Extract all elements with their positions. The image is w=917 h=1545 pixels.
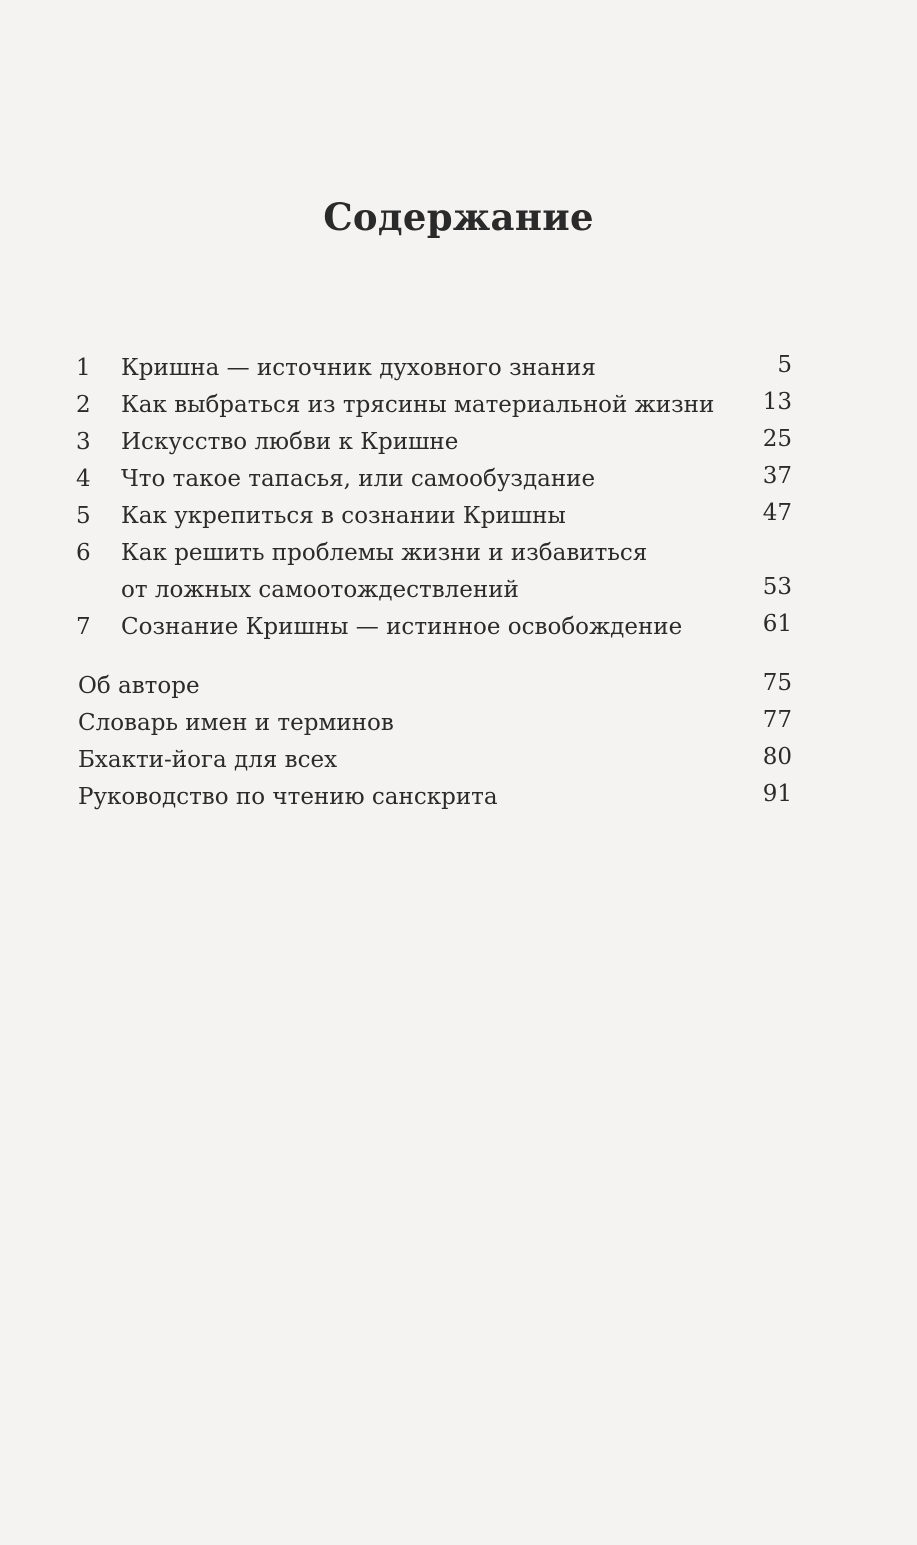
page-number: 77 [762, 707, 792, 733]
chapter-title: Как выбраться из трясины материальной жизни [121, 392, 715, 418]
chapter-title: Сознание Кришны — истинное освобождение [121, 614, 683, 640]
appendix-title: Руководство по чтению санскрита [78, 784, 498, 810]
page-number: 47 [762, 500, 792, 526]
chapter-title: Как укрепиться в сознании Кришны [121, 503, 566, 529]
chapter-number: 1 [76, 355, 91, 381]
page-number: 37 [762, 463, 792, 489]
toc-appendix-sanskrit-guide [76, 779, 792, 816]
chapter-number: 6 [76, 540, 91, 566]
toc-chapter-5 [76, 498, 792, 535]
toc-chapter-7 [76, 609, 792, 646]
chapter-title: Кришна — источник духовного знания [121, 355, 596, 381]
page-number: 80 [762, 744, 792, 770]
chapter-title: Как решить проблемы жизни и избавиться от ложных самоотождествлений [121, 540, 648, 603]
chapter-number: 5 [76, 503, 91, 529]
page-number: 5 [777, 352, 792, 378]
toc-chapter-6 [76, 535, 792, 609]
toc-appendix-glossary [76, 705, 792, 742]
chapter-number: 4 [76, 466, 91, 492]
page-number: 91 [762, 781, 792, 807]
toc-chapter-1 [76, 350, 792, 387]
toc-chapter-2 [76, 387, 792, 424]
page-number: 75 [762, 670, 792, 696]
page-number: 13 [762, 389, 792, 415]
page-number: 61 [762, 611, 792, 637]
chapter-title: Что такое тапасья, или самообуздание [121, 466, 596, 492]
appendix-title: Об авторе [78, 673, 200, 699]
section-gap [76, 646, 792, 668]
chapter-number: 3 [76, 429, 91, 455]
chapter-number: 2 [76, 392, 91, 418]
toc-appendix-author [76, 668, 792, 705]
page-number: 25 [762, 426, 792, 452]
table-of-contents [76, 350, 792, 816]
appendix-title: Словарь имен и терминов [78, 710, 394, 736]
page-number: 53 [762, 574, 792, 600]
toc-chapter-4 [76, 461, 792, 498]
toc-chapter-3 [76, 424, 792, 461]
chapter-title: Искусство любви к Кришне [121, 429, 459, 455]
toc-appendix-bhakti-yoga [76, 742, 792, 779]
chapter-number: 7 [76, 614, 91, 640]
page-title: Содержание [323, 195, 594, 239]
appendix-title: Бхакти-йога для всех [78, 747, 338, 773]
